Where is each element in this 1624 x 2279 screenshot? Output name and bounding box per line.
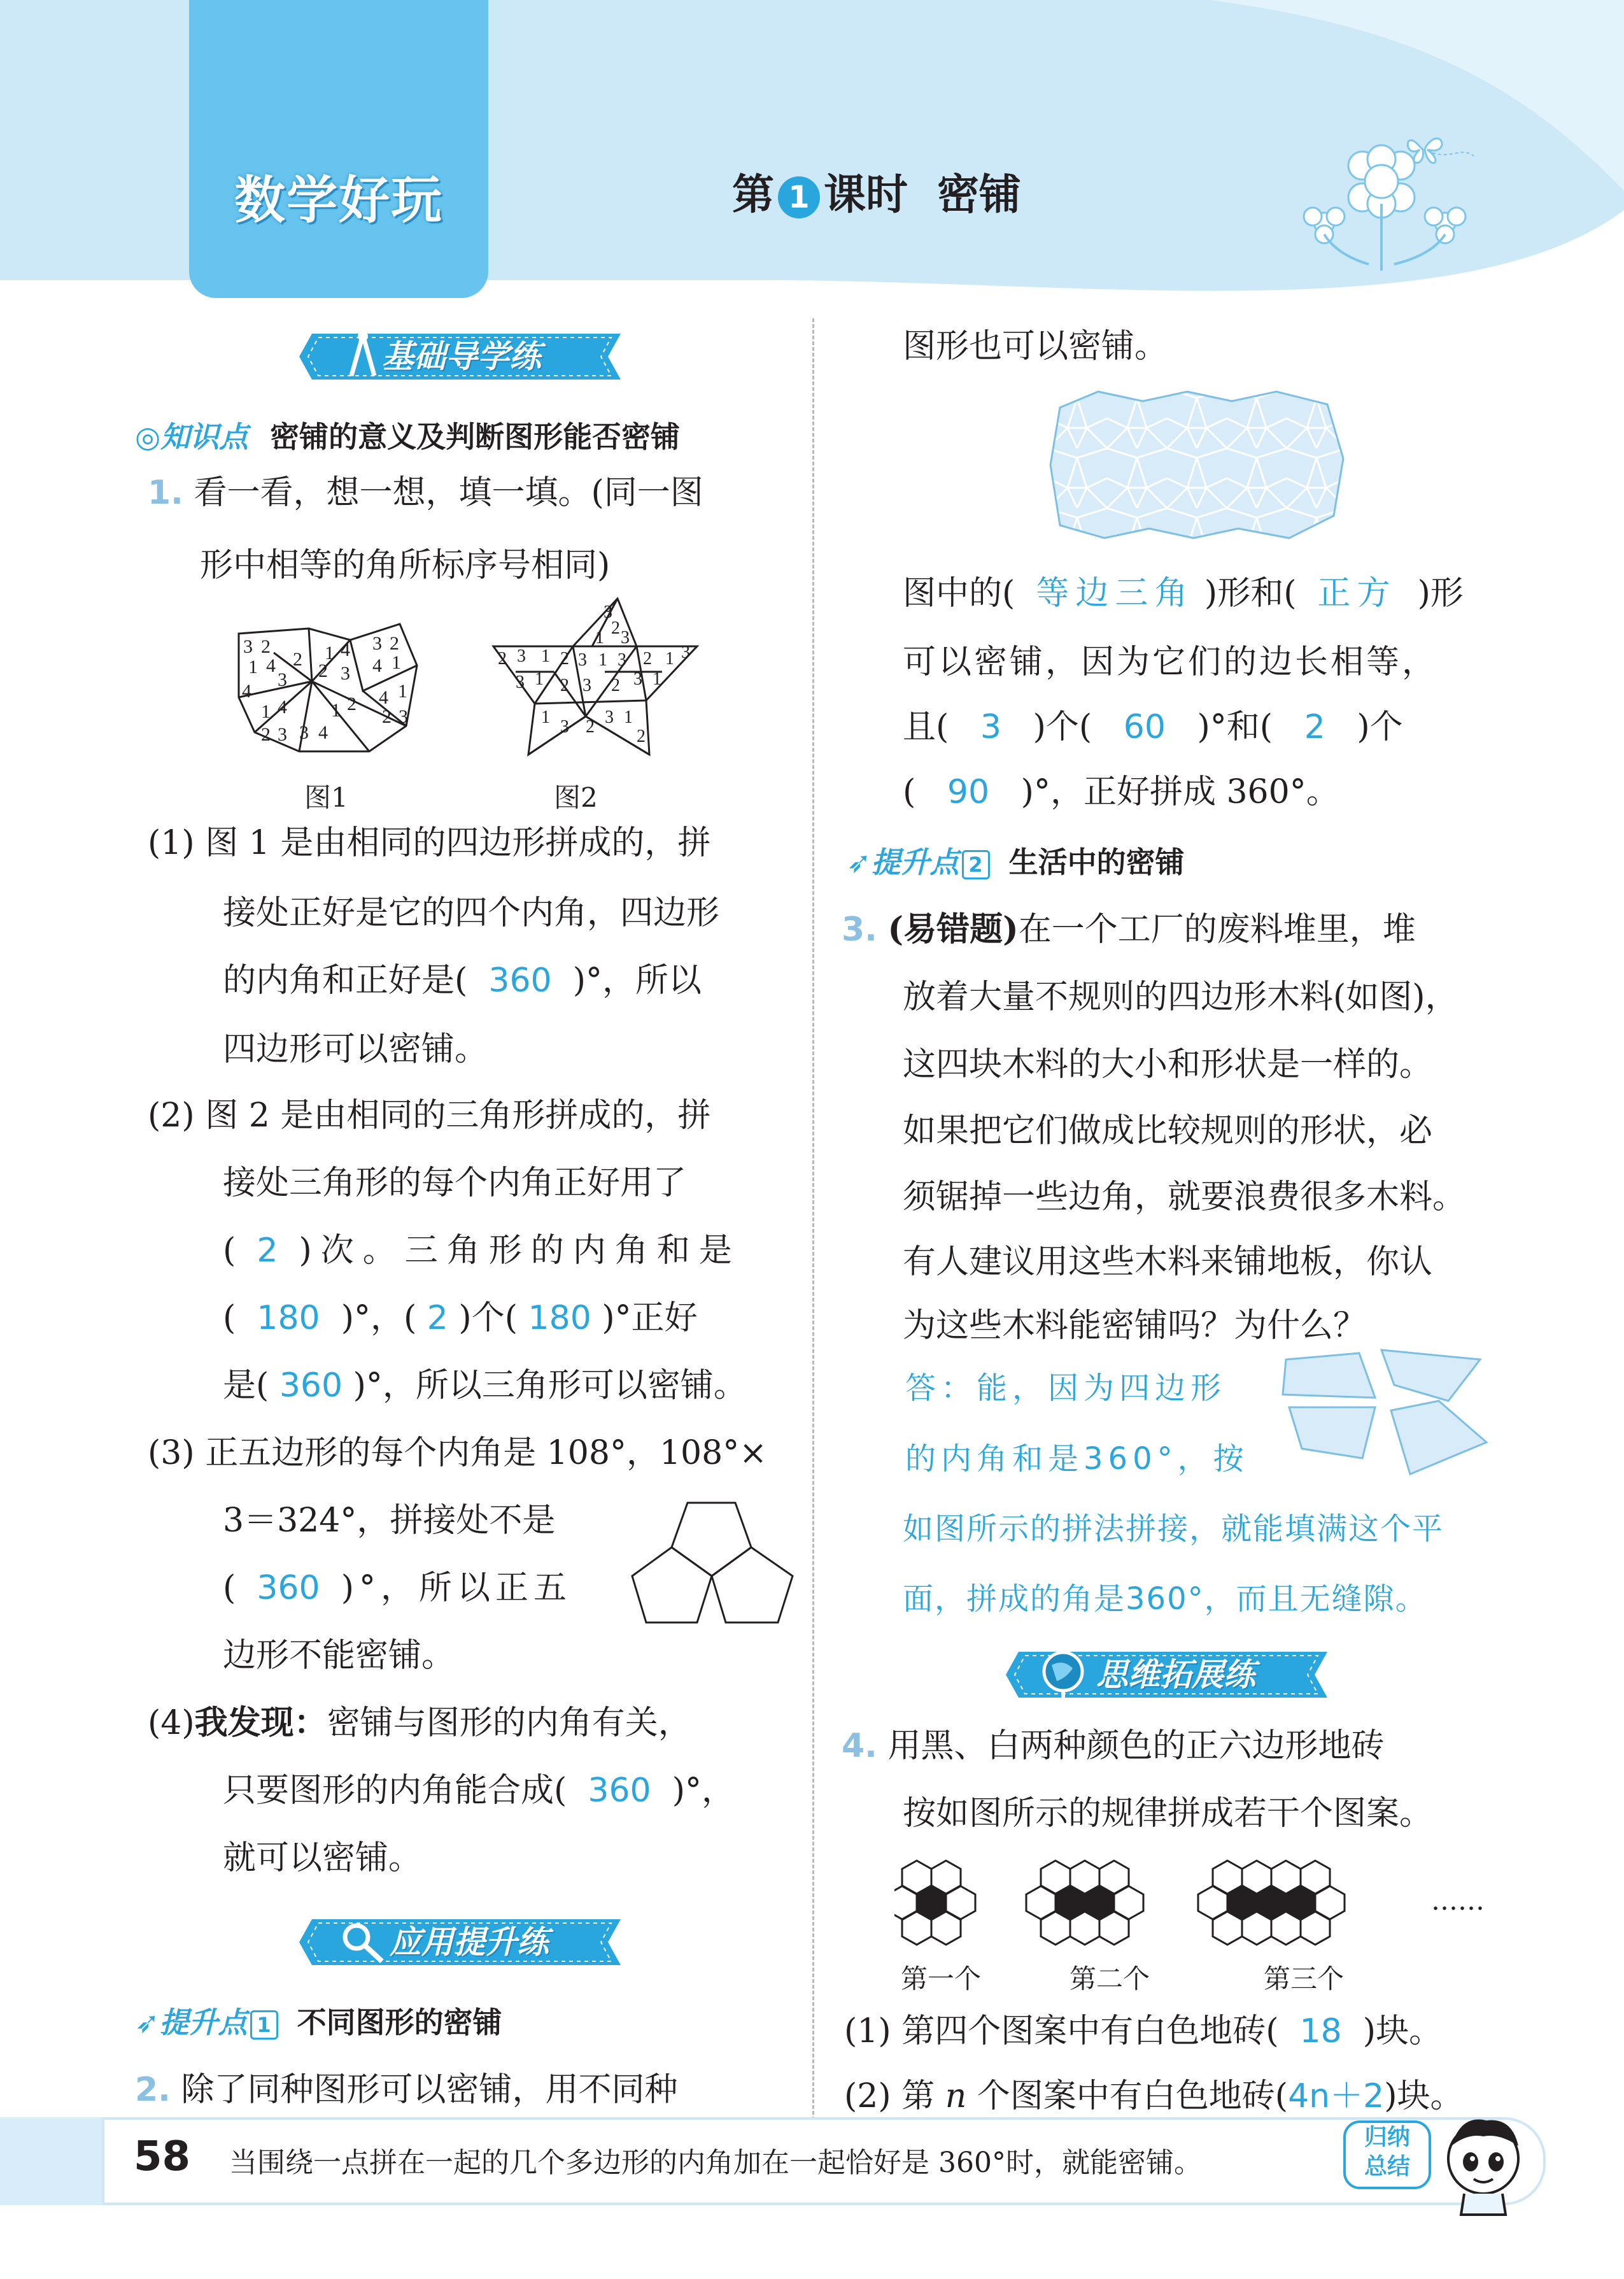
q3-line7: 为这些木料能密铺吗？为什么？ xyxy=(903,1307,1367,1345)
q1-p4-answer: 360 xyxy=(588,1771,651,1810)
svg-text:3: 3 xyxy=(633,669,642,689)
lesson-prefix: 第 xyxy=(732,170,774,219)
svg-text:2: 2 xyxy=(560,676,569,695)
footer-note: 当围绕一点拼在一起的几个多边形的内角加在一起恰好是 360°时，就能密铺。 xyxy=(229,2147,1202,2179)
q4-p2-text3: )块。 xyxy=(1384,2077,1464,2115)
q1-p2-text8: )°，所以三角形可以密铺。 xyxy=(353,1367,747,1405)
svg-text:1: 1 xyxy=(331,700,341,721)
svg-text:3: 3 xyxy=(560,717,569,737)
q3-line1 xyxy=(842,897,1416,963)
svg-text:2: 2 xyxy=(347,693,357,714)
q1-p2-line2: 接处三角形的每个内角正好用了 xyxy=(223,1164,687,1202)
q4-p2-n: n xyxy=(945,2077,967,2115)
q2-answer1: 等边三角 xyxy=(1036,574,1194,613)
kp1-label: 提升点 xyxy=(159,2005,248,2040)
kp2-title: 生活中的密铺 xyxy=(1008,845,1185,879)
q1-p3-line4: 边形不能密铺。 xyxy=(223,1636,455,1675)
figure1-quadrilateral-tiling xyxy=(236,621,420,758)
svg-text:2: 2 xyxy=(261,724,271,745)
q2-text3: 图中的( xyxy=(903,574,1015,613)
q2-text1: 除了同种图形可以密铺，用不同种 xyxy=(181,2071,678,2109)
svg-text:2: 2 xyxy=(293,649,302,670)
svg-text:3: 3 xyxy=(583,676,591,695)
svg-text:2: 2 xyxy=(643,649,652,669)
q4-p1 xyxy=(844,1998,1442,2064)
svg-text:4: 4 xyxy=(372,655,382,676)
q1-p2-text3: ( xyxy=(223,1299,236,1337)
kp2-number: 2 xyxy=(962,850,990,879)
q2-line6 xyxy=(903,759,1339,825)
q1-p2-text5: )个( xyxy=(458,1299,518,1337)
q4-p1-text2: )块。 xyxy=(1362,2012,1443,2050)
q1-p2-line4 xyxy=(223,1285,698,1351)
q2-line2: 图形也可以密铺。 xyxy=(903,327,1168,366)
globe-icon xyxy=(1038,1646,1089,1703)
svg-text:2: 2 xyxy=(637,727,646,746)
svg-text:3: 3 xyxy=(605,707,614,727)
q2-text5: )形 xyxy=(1417,574,1464,613)
q4-p1-text: (1) 第四个图案中有白色地砖( xyxy=(844,2012,1279,2050)
wood-pieces-figure xyxy=(1280,1347,1496,1480)
lesson-suffix: 课时 xyxy=(824,170,908,219)
svg-text:1: 1 xyxy=(624,707,633,727)
q1-p2-text6: )°正好 xyxy=(602,1299,698,1337)
compass-icon xyxy=(344,330,382,381)
header-tag-text: 数学好玩 xyxy=(234,171,443,230)
q1-p2-answer5: 360 xyxy=(279,1367,343,1405)
knowledge-point-2 xyxy=(847,839,1185,881)
svg-text:3: 3 xyxy=(517,646,526,666)
q4-line2: 按如图所示的规律拼成若干个图案。 xyxy=(903,1794,1433,1833)
q4-p2-text: (2) 第 xyxy=(844,2077,935,2115)
q3-answer-line4: 面，拼成的角是360°，而且无缝隙。 xyxy=(903,1581,1427,1617)
q1-p4-text2: 密铺与图形的内角有关， xyxy=(327,1704,691,1742)
header-tag xyxy=(189,0,488,298)
q2-answer6: 90 xyxy=(947,773,990,811)
cartoon-boy-icon xyxy=(1436,2108,1531,2216)
q1-p1-line1: (1) 图 1 是由相同的四边形拼成的，拼 xyxy=(148,824,711,862)
q4-caption1: 第一个 xyxy=(901,1963,982,1994)
lesson-topic: 密铺 xyxy=(936,170,1021,219)
q4-ellipsis: …… xyxy=(1431,1885,1485,1916)
q1-p2-answer2: 180 xyxy=(257,1299,320,1337)
svg-text:3: 3 xyxy=(372,633,382,654)
triangle-square-tiling xyxy=(1047,388,1346,541)
svg-text:2: 2 xyxy=(390,633,399,654)
lesson-title xyxy=(732,160,1021,221)
q1-line1 xyxy=(148,460,703,526)
q1-p1-line2: 接处正好是它的四个内角，四边形 xyxy=(223,894,720,932)
q1-p3-text2: )°，所以正五 xyxy=(341,1569,572,1607)
q1-p1-line3 xyxy=(223,948,702,1014)
kp-title: 密铺的意义及判断图形能否密铺 xyxy=(270,420,681,454)
svg-text:1: 1 xyxy=(541,707,550,727)
footer-fill xyxy=(0,2117,108,2205)
q1-p4-line2 xyxy=(223,1757,735,1824)
q2-text4: )形和( xyxy=(1204,574,1297,613)
q1-p4-text4: )°， xyxy=(672,1771,735,1810)
svg-text:1: 1 xyxy=(535,669,544,689)
svg-text:4: 4 xyxy=(266,655,276,676)
q3-answer-line2: 的内角和是360°，按 xyxy=(905,1441,1249,1477)
svg-text:3: 3 xyxy=(578,650,587,670)
svg-text:4: 4 xyxy=(341,639,350,660)
q1-p3-line1: (3) 正五边形的每个内角是 108°，108°× xyxy=(148,1434,767,1472)
summary-line2: 总结 xyxy=(1364,2154,1410,2180)
q1-p1-text: 的内角和正好是( xyxy=(223,962,468,1000)
svg-text:1: 1 xyxy=(398,681,407,702)
svg-text:1: 1 xyxy=(665,649,674,669)
svg-text:3: 3 xyxy=(681,643,690,662)
svg-text:2: 2 xyxy=(560,649,569,669)
q1-p2-answer1: 2 xyxy=(257,1232,278,1270)
svg-text:3: 3 xyxy=(278,669,287,690)
svg-text:1: 1 xyxy=(595,628,604,648)
svg-text:4: 4 xyxy=(318,722,328,743)
kp1-title: 不同图形的密铺 xyxy=(297,2005,502,2040)
q1-p4-text: (4) xyxy=(148,1704,195,1742)
magnifier-icon xyxy=(337,1918,388,1966)
svg-text:2: 2 xyxy=(318,660,328,681)
figure1-caption: 图1 xyxy=(304,782,348,813)
q1-p2-answer3: 2 xyxy=(427,1299,448,1337)
lesson-number-badge: 1 xyxy=(778,176,820,218)
q3-answer-line3: 如图所示的拼法拼接，就能填满这个平 xyxy=(903,1511,1444,1547)
q2-text10: ( xyxy=(903,773,916,811)
q1-number: 1. xyxy=(148,474,183,512)
q1-p1-line4: 四边形可以密铺。 xyxy=(223,1030,488,1069)
q1-p2-text2: )次。三角形的内角和是 xyxy=(299,1232,741,1270)
svg-text:2: 2 xyxy=(382,706,392,727)
pentagons-figure xyxy=(630,1496,796,1624)
q1-p4-line1 xyxy=(148,1690,691,1756)
q1-p2-line5 xyxy=(223,1352,747,1419)
svg-text:3: 3 xyxy=(341,663,350,684)
svg-text:3: 3 xyxy=(618,650,626,670)
svg-text:2: 2 xyxy=(261,636,271,657)
q3-text1: 在一个工厂的废料堆里，堆 xyxy=(1018,911,1416,949)
svg-text:2: 2 xyxy=(611,618,620,638)
q1-text1: 看一看，想一想，填一填。(同一图 xyxy=(194,474,703,512)
q4-number: 4. xyxy=(842,1727,877,1765)
svg-text:3: 3 xyxy=(516,672,525,692)
figure2-triangle-tiling xyxy=(490,595,700,761)
q4-caption2: 第二个 xyxy=(1070,1963,1150,1994)
q4-p1-answer: 18 xyxy=(1299,2012,1342,2050)
q1-p2-text4: )°，( xyxy=(341,1299,417,1337)
q1-p4-bold: 我发现： xyxy=(194,1703,327,1742)
q1-p2-text: ( xyxy=(223,1232,236,1270)
q1-p3-text: ( xyxy=(223,1569,236,1607)
column-divider xyxy=(812,318,814,2120)
q2-line1 xyxy=(135,2057,677,2123)
q1-p2-line3 xyxy=(223,1218,741,1284)
svg-text:4: 4 xyxy=(242,681,251,702)
q1-p3-answer: 360 xyxy=(257,1569,320,1607)
q1-p1-answer: 360 xyxy=(488,962,552,1000)
svg-text:1: 1 xyxy=(261,701,271,722)
svg-text:1: 1 xyxy=(325,643,334,664)
page-number: 58 xyxy=(134,2133,191,2180)
q4-p2-text2: 个图案中有白色地砖( xyxy=(977,2077,1289,2115)
q2-text6: 且( xyxy=(903,708,949,746)
q2-answer2: 正方 xyxy=(1317,574,1397,613)
summary-badge xyxy=(1343,2120,1431,2189)
q2-text11: )°，正好拼成 360°。 xyxy=(1020,773,1339,811)
figure2-caption: 图2 xyxy=(554,782,598,813)
q2-text7: )个( xyxy=(1033,708,1092,746)
q2-text9: )个 xyxy=(1357,708,1403,746)
summary-line1: 归纳 xyxy=(1364,2124,1410,2150)
kp1-number: 1 xyxy=(250,2010,278,2040)
svg-text:1: 1 xyxy=(248,657,258,678)
q3-line5: 须锯掉一些边角，就要浪费很多木料。 xyxy=(903,1178,1466,1216)
banner-extend: 思维拓展练 xyxy=(1096,1656,1255,1693)
svg-text:4: 4 xyxy=(278,697,287,718)
q1-p2-text7: 是( xyxy=(223,1367,269,1405)
kp-label: 知识点 xyxy=(160,420,249,454)
q3-line6: 有人建议用这些木料来铺地板，你认 xyxy=(903,1243,1433,1281)
svg-text:3: 3 xyxy=(621,628,630,648)
target-icon: ◎ xyxy=(135,420,161,454)
banner-apply: 应用提升练 xyxy=(390,1924,549,1961)
q4-line1 xyxy=(842,1713,1384,1779)
q3-number: 3. xyxy=(842,911,877,949)
q3-tag: (易错题) xyxy=(887,910,1019,949)
rocket-icon: ➶ xyxy=(847,845,872,879)
q1-p4-line3: 就可以密铺。 xyxy=(223,1839,422,1877)
q1-line2: 形中相等的角所标序号相同) xyxy=(200,546,611,585)
q2-text8: )°和( xyxy=(1197,708,1273,746)
svg-text:2: 2 xyxy=(611,676,620,695)
q2-line3 xyxy=(903,560,1464,627)
q1-p2-line1: (2) 图 2 是由相同的三角形拼成的，拼 xyxy=(148,1097,711,1135)
rocket-icon: ➶ xyxy=(135,2005,160,2040)
q2-number: 2. xyxy=(135,2071,171,2109)
svg-text:4: 4 xyxy=(379,687,388,708)
banner-basic: 基础导学练 xyxy=(382,338,541,375)
q1-p3-line3 xyxy=(223,1555,572,1621)
svg-text:2: 2 xyxy=(498,649,507,669)
kp2-label: 提升点 xyxy=(871,845,959,879)
knowledge-point-1 xyxy=(135,1999,502,2041)
q3-line3: 这四块木料的大小和形状是一样的。 xyxy=(903,1046,1433,1084)
q1-p4-text3: 只要图形的内角能合成( xyxy=(223,1771,567,1810)
svg-text:2: 2 xyxy=(586,717,595,737)
svg-text:1: 1 xyxy=(541,646,550,666)
butterfly-icon xyxy=(1401,121,1477,172)
q3-line2: 放着大量不规则的四边形木料(如图)， xyxy=(903,978,1458,1016)
q2-answer3: 3 xyxy=(980,708,1001,746)
q1-p1-text2: )°，所以 xyxy=(572,962,702,1000)
q3-answer-line1: 答：能，因为四边形 xyxy=(905,1370,1227,1406)
svg-text:1: 1 xyxy=(392,652,401,673)
svg-text:1: 1 xyxy=(598,650,607,670)
svg-text:3: 3 xyxy=(278,724,287,745)
q3-line4: 如果把它们做成比较规则的形状，必 xyxy=(903,1112,1433,1150)
q1-p2-answer4: 180 xyxy=(528,1299,591,1337)
q4-caption3: 第三个 xyxy=(1264,1963,1345,1994)
q1-p3-line2: 3＝324°，拼接处不是 xyxy=(223,1502,556,1540)
q2-answer4: 60 xyxy=(1123,708,1166,746)
svg-text:3: 3 xyxy=(243,636,253,657)
q2-line5 xyxy=(903,694,1403,760)
q2-line4: 可以密铺，因为它们的边长相等， xyxy=(903,643,1438,681)
svg-text:3: 3 xyxy=(604,602,612,622)
q2-answer5: 2 xyxy=(1304,708,1325,746)
svg-text:1: 1 xyxy=(653,669,661,689)
q4-text1: 用黑、白两种颜色的正六边形地砖 xyxy=(887,1727,1385,1765)
svg-text:3: 3 xyxy=(399,706,408,727)
svg-text:3: 3 xyxy=(299,722,309,743)
q4-p2-answer: 4n＋2 xyxy=(1288,2077,1385,2115)
knowledge-point xyxy=(135,414,680,456)
